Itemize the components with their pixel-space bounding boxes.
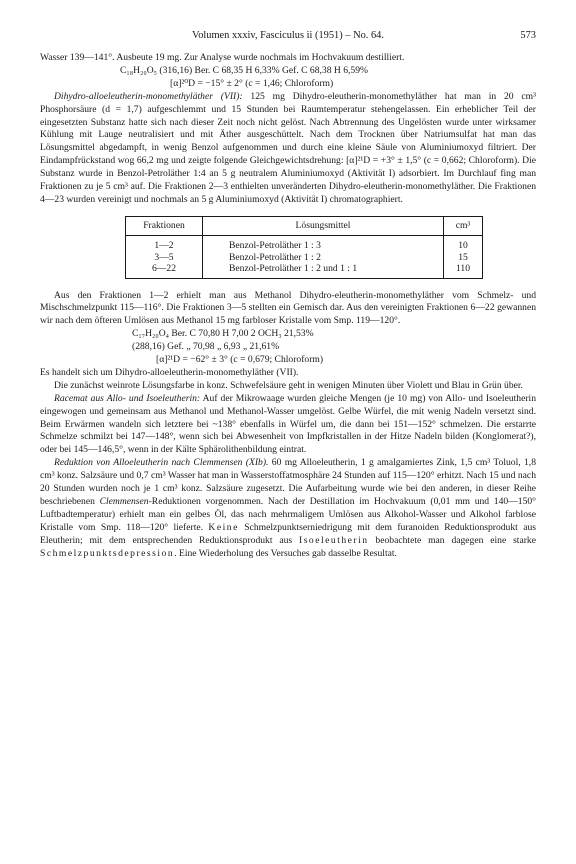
section-text: beobachtete man dagegen eine starke [368,534,536,546]
paragraph-color-reaction: Die zunächst weinrote Lösungsfarbe in konz. Schwefelsäure geht in wenigen Minuten über Violett und Blau in Grün über. [54,379,523,391]
page [40,30,536,561]
emphasis-text: Keine [208,521,239,533]
author-name: Clemmensen [99,496,149,507]
analysis-formula: C₁₇H₂₀O₄ Ber. C 70,80 H 7,00 2 OCH₃ 21,53% [132,328,314,340]
table-cell: Benzol-Petroläther 1 : 2 [203,252,444,263]
section-text: Auf der Mikrowaage wurden gleiche Mengen (je 10 mg) von Allo- und Isoeleutherin eingewogen und gemeinsam aus Methanol und Methanol-Wasser umgelöst. Gelbe Würfel, die mit wenig Nadeln versetzt sind. Beim Erwärmen wandeln sich letztere bei ~138° ebenfalls in Würfel um, die dann bei 151—152° schmelzen. Die erstarrte Schmelze schmilzt bei 147—148°, wenn sich bei Abwesenheit von Impfkristallen in der Hitze Nadeln bilden (Konglomerat?), oder bei 145—146,5°, wenn in der Kälte Sphärolithenbildung eintrat. [40,392,537,456]
optical-rotation: [α]²¹D = −62° ± 3° (c = 0,679; Chloroform) [156,354,324,366]
table-cell: 110 [455,263,471,275]
emphasis-text: Schmelzpunktsdepression [40,547,175,559]
table-header: Lösungsmittel [203,216,444,235]
section-title: Racemat aus Allo- und Isoeleutherin: [54,392,201,404]
table-header: Fraktionen [126,216,203,235]
table-cell: 1—2 [126,236,203,252]
section-text: 125 mg Dihydro-eleutherin-monomethyläther hat man in 20 cm³ Phosphorsäure (d = 1,7) aufgeschlemmt und 15 Stunden bei Raumtemperatur stehengelassen. Ein erheblicher Teil der eingesetzten Substanz hatte sich nach dieser Zeit noch nicht gelöst. Nach Abtrennung des Ungelösten wurde unter wirksamer Kühlung mit Lauge neutralisiert und mit Äther ausgeschüttelt. Nach dem Trocknen über Natriumsulfat hat man das Lösungsmittel abgedampft, in wenig Benzol aufgenommen und durch eine kleine Säule von Aluminiumoxyd filtriert. Der Eindampfrückstand wog 66,2 mg und zeigte folgende Gleichgewichtsdrehung: [α]²¹D = +3° ± 1,5° (c = 0,662; Chloroform). Die Substanz wurde in Benzol-Petroläther 1:4 an 5 g neutralem Aluminiumoxyd (Aktivität I) adsorbiert. Im Durchlauf fing man Fraktionen zu je 5 cm³ auf. Die Fraktionen 2—3 enthielten unveränderten Dihydro-eleutherin-monomethyläther. Die Fraktionen 4—23 wurden vereinigt und nochmals an 5 g Aluminiumoxyd (Aktivität I) chromatographiert. [40,90,536,205]
table-cell: Benzol-Petroläther 1 : 3 [203,236,444,252]
section-text: Schmelzpunktserniedrigung mit dem furanoiden Reduktionsprodukt aus Eleutherin; mit dem entsprechenden Reduktionsprodukt aus [40,521,536,546]
table-cell: Benzol-Petroläther 1 : 2 und 1 : 1 [203,263,444,278]
section-clemmensen-reduction [40,457,536,560]
table-row [126,236,483,252]
table-row [126,252,483,263]
journal-title: Volumen xxxiv, Fasciculus ii (1951) – No. 64. [192,30,384,41]
emphasis-text: Isoeleutherin [299,534,369,546]
table-header: cm³ [444,216,483,235]
paragraph-fractions: Aus den Fraktionen 1—2 erhielt man aus Methanol Dihydro-eleutherin-monomethyläther vom Schmelz- und Mischschmelzpunkt 115—116°. Die Fraktionen 3—5 stellten ein Gemisch dar. Aus den vereinigten Fraktionen 6—22 gewannen wir nach dem öfteren Umlösen aus Methanol 15 mg farbloser Kristalle vom Smp. 119—120°. [40,289,536,327]
paragraph-distillation: Wasser 139—141°. Ausbeute 19 mg. Zur Analyse wurde nochmals im Hochvakuum destilliert. [40,52,405,63]
section-title: Reduktion von Alloeleutherin nach Clemmensen (XIb). [54,457,269,469]
page-number: 573 [520,30,536,41]
section-title: Dihydro-alloeleutherin-monomethyläther (VII): [54,90,243,102]
analysis-formula: C₁₈H₂₀O₅ (316,16) Ber. C 68,35 H 6,33% Gef. C 68,38 H 6,59% [120,64,369,76]
analysis-formula: (288,16) Gef. „ 70,98 „ 6,93 „ 21,61% [132,341,280,353]
table-cell: 15 [458,251,468,263]
section-racemate [40,393,536,458]
optical-rotation: [α]²⁰D = −15° ± 2° (c = 1,46; Chloroform) [170,77,334,89]
table-row [126,263,483,278]
table-cell: 6—22 [126,263,203,278]
chromatography-table [125,216,483,279]
section-text: -Reduktionen vorgenommen. Nach der Destillation im Hochvakuum (0,01 mm und 140—150° Luftbadtemperatur) erhielt man ein gelbes Öl, das nach mehrmaligem Umlösen aus Alkohol-Wasser und Alkohol farblose Kristalle vom Smp. 118—120° lieferte. [40,496,536,533]
table-cell: 10 [458,240,468,252]
section-dihydro-alloeleutherin [40,91,536,207]
paragraph-identification: Es handelt sich um Dihydro-alloeleutherin-monomethyläther (VII). [40,366,299,378]
section-text: 60 mg Alloeleutherin, 1 g amalgamiertes Zink, 1,5 cm³ Toluol, 1,8 cm³ konz. Salzsäure und 0,7 cm³ Wasser hat man in Wasserstoffatmosphäre 24 Stunden auf 115—120° erhitzt. Nach 15 und nach 20 Stunden wurden noch je 1 cm³ konz. Salzsäure zugesetzt. Die Aufarbeitung wurde wie bei den anderen, in dieser Reihe beschriebenen [40,457,536,507]
table-cell: 3—5 [126,252,203,263]
running-header [40,30,536,46]
section-text: . Eine Wiederholung des Versuches gab dasselbe Resultat. [174,547,397,559]
